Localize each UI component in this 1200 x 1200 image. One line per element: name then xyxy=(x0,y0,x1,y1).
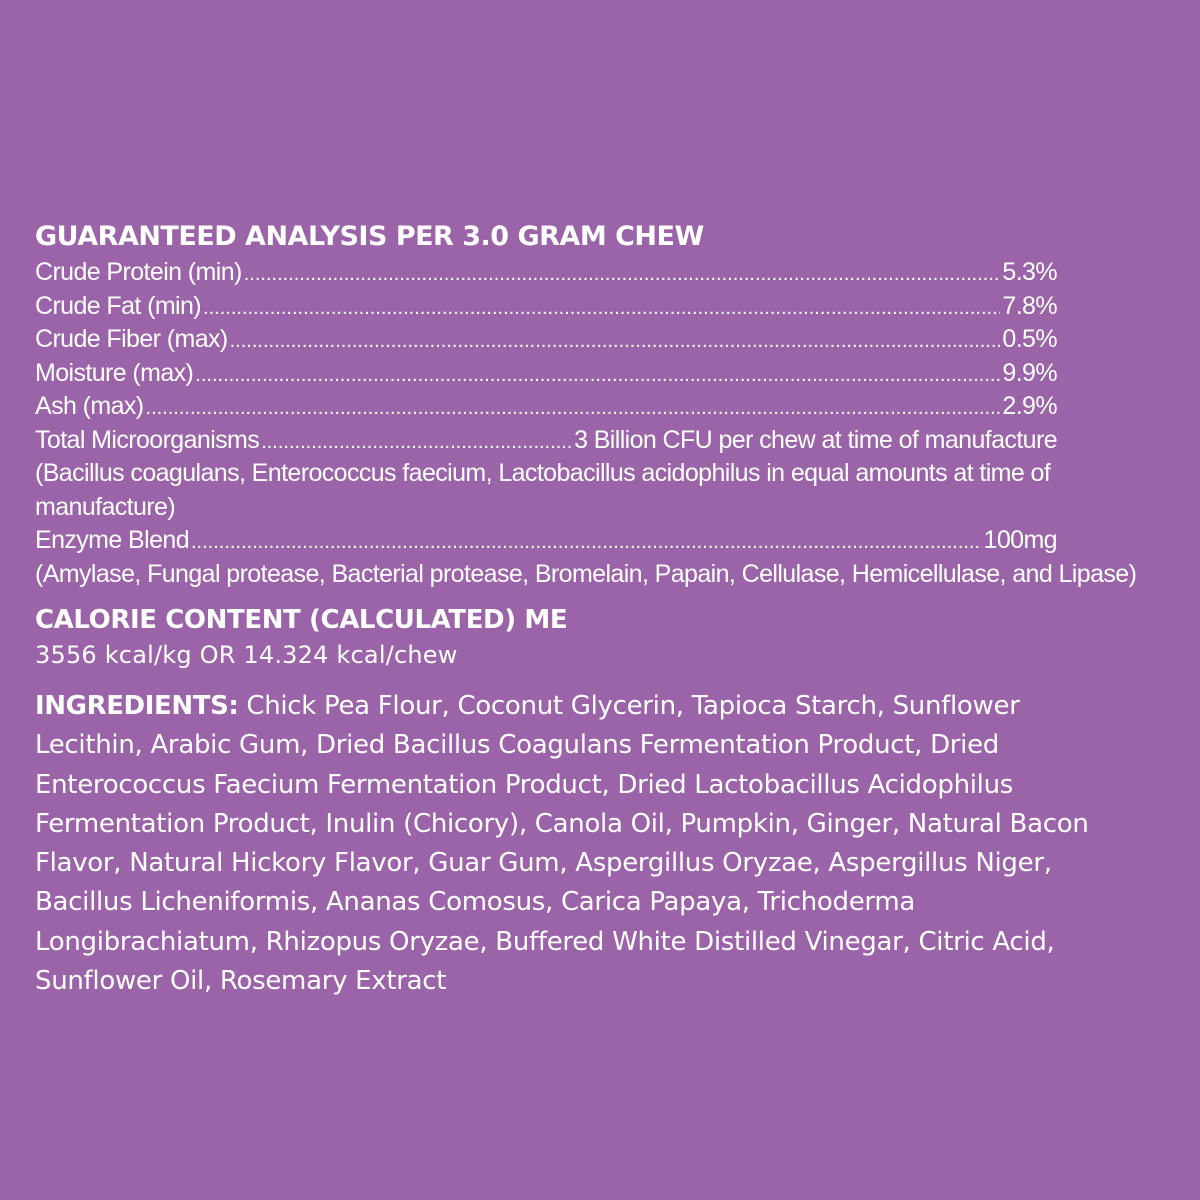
analysis-value: 2.9% xyxy=(1002,392,1057,420)
microorganisms-note: (Bacillus coagulans, Enterococcus faecium, Lactobacillus acidophilus in equal amounts at time of manufacture) xyxy=(35,459,1051,521)
leader-dots xyxy=(203,298,1000,318)
analysis-row-microorganisms xyxy=(35,424,1057,458)
ingredients-block xyxy=(35,687,1115,1001)
analysis-row-fiber xyxy=(35,323,1057,357)
analysis-value: 0.5% xyxy=(1002,325,1057,353)
nutrition-panel xyxy=(35,220,1175,1001)
analysis-label: Crude Fat (min) xyxy=(35,291,202,320)
analysis-label: Crude Protein (min) xyxy=(35,258,242,286)
analysis-row-moisture xyxy=(35,357,1057,391)
analysis-value: 3 Billion CFU per chew at time of manufacture xyxy=(574,425,1057,454)
analysis-label: Enzyme Blend xyxy=(35,526,189,554)
leader-dots xyxy=(230,331,1001,351)
analysis-label: Total Microorganisms xyxy=(35,425,260,454)
leader-dots xyxy=(195,365,1000,385)
ingredients-heading: INGREDIENTS: xyxy=(35,691,239,721)
analysis-row-enzyme xyxy=(35,524,1057,558)
analysis-value: 7.8% xyxy=(1002,291,1057,320)
analysis-value: 5.3% xyxy=(1002,258,1057,286)
leader-dots xyxy=(244,264,1001,284)
leader-dots xyxy=(261,432,572,452)
leader-dots xyxy=(146,398,1001,418)
analysis-row-fat xyxy=(35,290,1057,324)
analysis-value: 9.9% xyxy=(1002,358,1057,387)
guaranteed-analysis-heading: GUARANTEED ANALYSIS PER 3.0 GRAM CHEW xyxy=(35,221,704,252)
ingredients-text: Chick Pea Flour, Coconut Glycerin, Tapioca Starch, Sunflower Lecithin, Arabic Gum, Dried Bacillus Coagulans Fermentation Product, Dried Enterococcus Faecium Fermentation Product, Dried Lactobacillus Acidophilus Fermentation Product, Inulin (Chicory), Canola Oil, Pumpkin, Ginger, Natural Bacon Flavor, Natural Hickory Flavor, Guar Gum, Aspergillus Oryzae, Aspergillus Niger, Bacillus Licheniformis, Ananas Comosus, Carica Papaya, Trichoderma Longibrachiatum, Rhizopus Oryzae, Buffered White Distilled Vinegar, Citric Acid, Sunflower Oil, Rosemary Extract xyxy=(35,691,1089,997)
analysis-value: 100mg xyxy=(983,526,1057,554)
analysis-row-protein xyxy=(35,256,1057,290)
analysis-label: Crude Fiber (max) xyxy=(35,325,228,353)
leader-dots xyxy=(191,532,982,552)
analysis-row-ash xyxy=(35,390,1057,424)
calorie-heading: CALORIE CONTENT (CALCULATED) ME xyxy=(35,605,568,635)
enzyme-note: (Amylase, Fungal protease, Bacterial protease, Bromelain, Papain, Cellulase, Hemicellulase, and Lipase) xyxy=(35,559,1137,588)
analysis-label: Ash (max) xyxy=(35,392,144,420)
calorie-text: 3556 kcal/kg OR 14.324 kcal/chew xyxy=(35,641,458,669)
analysis-label: Moisture (max) xyxy=(35,358,194,387)
